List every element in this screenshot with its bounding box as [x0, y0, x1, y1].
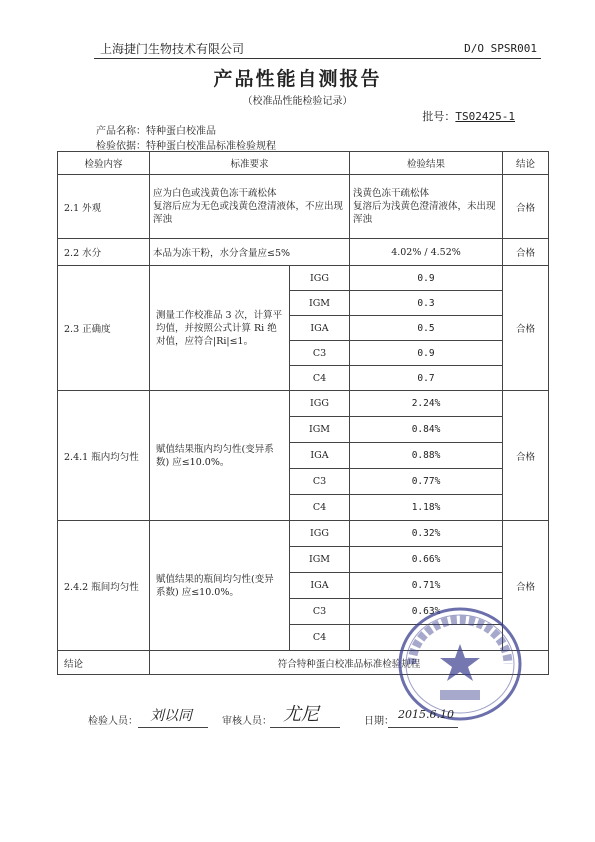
basis-value: 特种蛋白校准品标准检验规程 [146, 141, 276, 152]
between-sub-value: 0.71% [350, 573, 503, 599]
accuracy-sub-name: IGM [290, 291, 350, 316]
between-sub-name: IGA [290, 573, 350, 599]
company-name: 上海捷门生物技术有限公司 [100, 42, 245, 56]
within-requirement: 赋值结果瓶内均匀性(变异系数) 应≤10.0%。 [150, 391, 290, 521]
within-sub-value: 1.18% [350, 495, 503, 521]
header-item: 检验内容 [58, 152, 150, 175]
accuracy-sub-value: 0.9 [350, 266, 503, 291]
between-sub-name: IGM [290, 547, 350, 573]
document-number: D/O SPSR001 [464, 42, 537, 55]
between-sub-value: 0.32% [350, 521, 503, 547]
between-sub-value: 0.66% [350, 547, 503, 573]
product-name [96, 122, 216, 137]
batch-number [422, 108, 515, 124]
report-subtitle: （校准品性能检验记录） [242, 96, 353, 107]
moisture-result: 4.02% / 4.52% [350, 239, 503, 266]
appearance-result: 浅黄色冻干疏松体 复溶后为浅黄色澄清液体，未出现浑浊 [350, 175, 503, 239]
reviewer-label: 审核人员： [222, 716, 272, 727]
between-sub-name: C3 [290, 599, 350, 625]
between-sub-value: 0.63% [350, 599, 503, 625]
date-label: 日期： [364, 716, 394, 727]
inspector-signature-line [138, 727, 208, 728]
accuracy-sub-name: IGG [290, 266, 350, 291]
appearance-item: 2.1 外观 [58, 175, 150, 239]
batch-value: TS02425-1 [455, 110, 515, 123]
between-conclusion: 合格 [503, 521, 549, 651]
accuracy-sub-value: 0.3 [350, 291, 503, 316]
accuracy-sub-name: C3 [290, 341, 350, 366]
moisture-conclusion: 合格 [503, 239, 549, 266]
table-row [58, 239, 549, 266]
within-item: 2.4.1 瓶内均匀性 [58, 391, 150, 521]
final-conclusion-text: 符合特种蛋白校准品标准检验规程 [150, 651, 549, 675]
official-seal-stamp [396, 604, 524, 724]
header-result: 检验结果 [350, 152, 503, 175]
date-value: 2015.6.10 [398, 708, 454, 721]
report-title: 产品性能自测报告 [213, 68, 382, 90]
moisture-requirement: 本品为冻干粉，水分含量应≤5% [150, 239, 350, 266]
within-sub-value: 0.77% [350, 469, 503, 495]
accuracy-sub-name: C4 [290, 366, 350, 391]
batch-label: 批号： [422, 110, 456, 123]
moisture-item: 2.2 水分 [58, 239, 150, 266]
table-row [58, 391, 549, 417]
between-sub-name: C4 [290, 625, 350, 651]
product-label: 产品名称： [96, 126, 146, 137]
accuracy-sub-value: 0.5 [350, 316, 503, 341]
within-sub-name: C3 [290, 469, 350, 495]
table-row [58, 521, 549, 547]
within-sub-value: 0.84% [350, 417, 503, 443]
inspector-label: 检验人员： [88, 716, 138, 727]
header-rule [94, 58, 541, 59]
accuracy-sub-value: 0.7 [350, 366, 503, 391]
accuracy-conclusion: 合格 [503, 266, 549, 391]
accuracy-sub-name: IGA [290, 316, 350, 341]
appearance-requirement: 应为白色或浅黄色冻干疏松体 复溶后应为无色或浅黄色澄清液体，不应出现浑浊 [150, 175, 350, 239]
within-sub-value: 0.88% [350, 443, 503, 469]
header-requirement: 标准要求 [150, 152, 350, 175]
accuracy-requirement: 测量工作校准品 3 次，计算平均值，并按照公式计算 Ri 绝对值，应符合|Ri|≤1。 [150, 266, 290, 391]
within-sub-value: 2.24% [350, 391, 503, 417]
product-value: 特种蛋白校准品 [146, 126, 216, 137]
table-header-row [58, 152, 549, 175]
final-conclusion-label: 结论 [58, 651, 150, 675]
inspector-signature: 刘以同 [150, 708, 192, 724]
appearance-conclusion: 合格 [503, 175, 549, 239]
within-sub-name: IGM [290, 417, 350, 443]
accuracy-sub-value: 0.9 [350, 341, 503, 366]
between-requirement: 赋值结果的瓶间均匀性(变异系数) 应≤10.0%。 [150, 521, 290, 651]
table-row [58, 175, 549, 239]
within-conclusion: 合格 [503, 391, 549, 521]
basis-label: 检验依据： [96, 141, 146, 152]
date-line [388, 727, 458, 728]
within-sub-name: C4 [290, 495, 350, 521]
reviewer-signature-line [270, 727, 340, 728]
within-sub-name: IGG [290, 391, 350, 417]
table-row [58, 266, 549, 291]
between-sub-name: IGG [290, 521, 350, 547]
accuracy-item: 2.3 正确度 [58, 266, 150, 391]
reviewer-signature: 尤尼 [283, 704, 319, 725]
within-sub-name: IGA [290, 443, 350, 469]
inspection-basis [96, 137, 276, 152]
header-conclusion: 结论 [503, 152, 549, 175]
inspection-table [57, 151, 549, 675]
between-item: 2.4.2 瓶间均匀性 [58, 521, 150, 651]
